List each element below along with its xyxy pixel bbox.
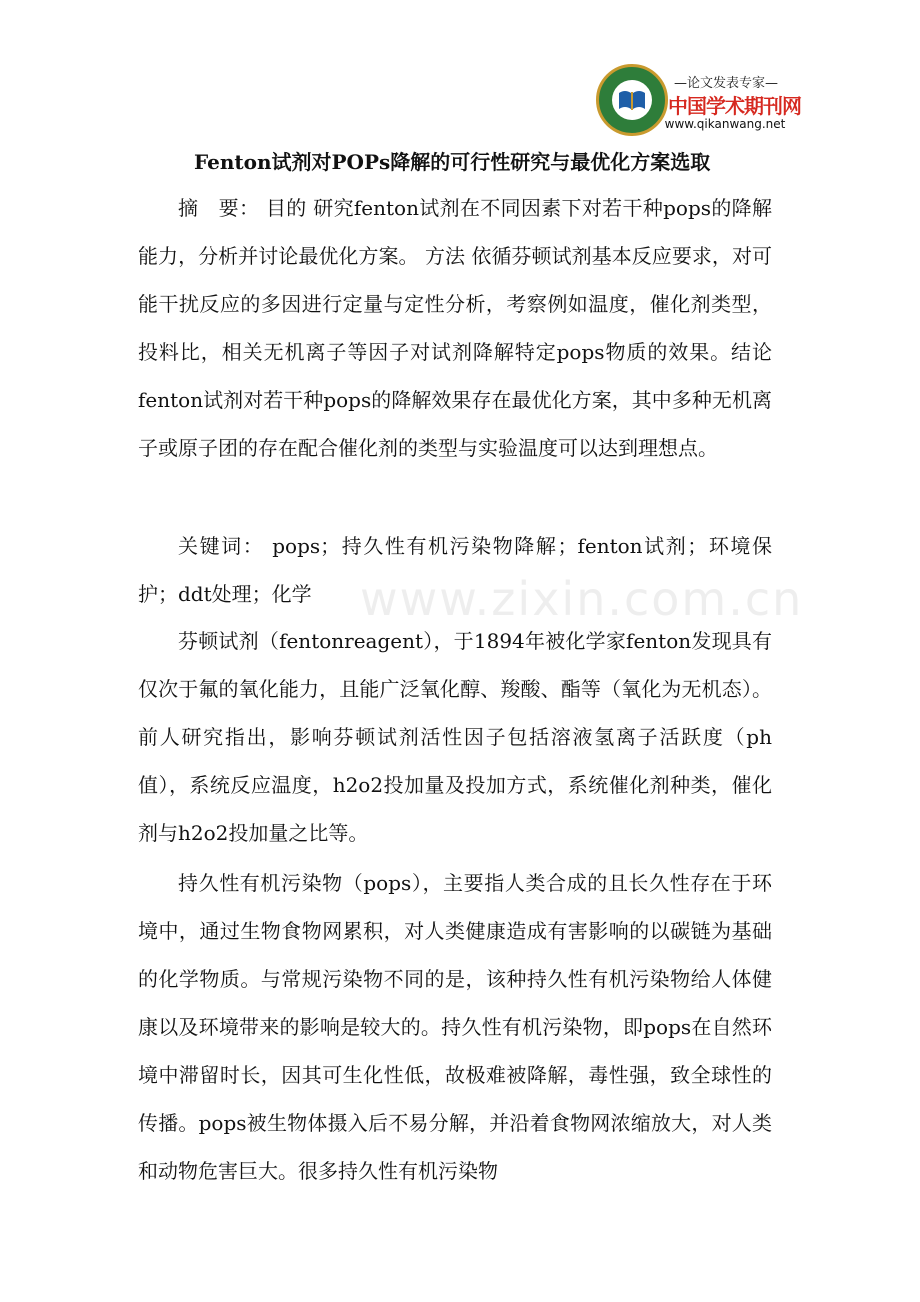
site-logo: [596, 64, 801, 140]
document-title: Fenton试剂对POPs降解的可行性研究与最优化方案选取: [194, 150, 711, 174]
logo-tagline: —论文发表专家—: [673, 76, 778, 91]
body-paragraph-pops: 持久性有机污染物（pops），主要指人类合成的且长久性存在于环境中，通过生物食物网累积，对人类健康造成有害影响的以碳链为基础的化学物质。与常规污染物不同的是，该种持久性有机污染物给人体健康以及环境带来的影响是较大的。持久性有机污染物，即pops在自然环境中滞留时长，因其可生化性低，故极难被降解，毒性强，致全球性的传播。pops被生物体摄入后不易分解，并沿着食物网浓缩放大，对人类和动物危害巨大。很多持久性有机污染物: [138, 871, 772, 1183]
body-paragraph-fenton: 芬顿试剂（fentonreagent），于1894年被化学家fenton发现具有仅次于氟的氧化能力，且能广泛氧化醇、羧酸、酯等（氧化为无机态）。前人研究指出，影响芬顿试剂活性因子包括溶液氢离子活跃度（ph值），系统反应温度，h2o2投加量及投加方式，系统催化剂种类，催化剂与h2o2投加量之比等。: [138, 629, 772, 845]
logo-url: www.qikanwang.net: [664, 117, 786, 131]
watermark: www.zixin.com.cn: [360, 572, 804, 626]
book-emblem-icon: [596, 64, 668, 136]
logo-name: 中国学术期刊网: [668, 94, 801, 118]
abstract-paragraph: 摘 要： 目的 研究fenton试剂在不同因素下对若干种pops的降解能力，分析并讨论最优化方案。 方法 依循芬顿试剂基本反应要求，对可能干扰反应的多因进行定量与定性分析，考察例如温度，催化剂类型，投料比，相关无机离子等因子对试剂降解特定pops物质的效果。结论fenton试剂对若干种pops的降解效果存在最优化方案，其中多种无机离子或原子团的存在配合催化剂的类型与实验温度可以达到理想点。: [138, 196, 772, 460]
keywords-paragraph: 关键词： pops；持久性有机污染物降解；fenton试剂；环境保护；ddt处理；化学: [138, 534, 772, 606]
